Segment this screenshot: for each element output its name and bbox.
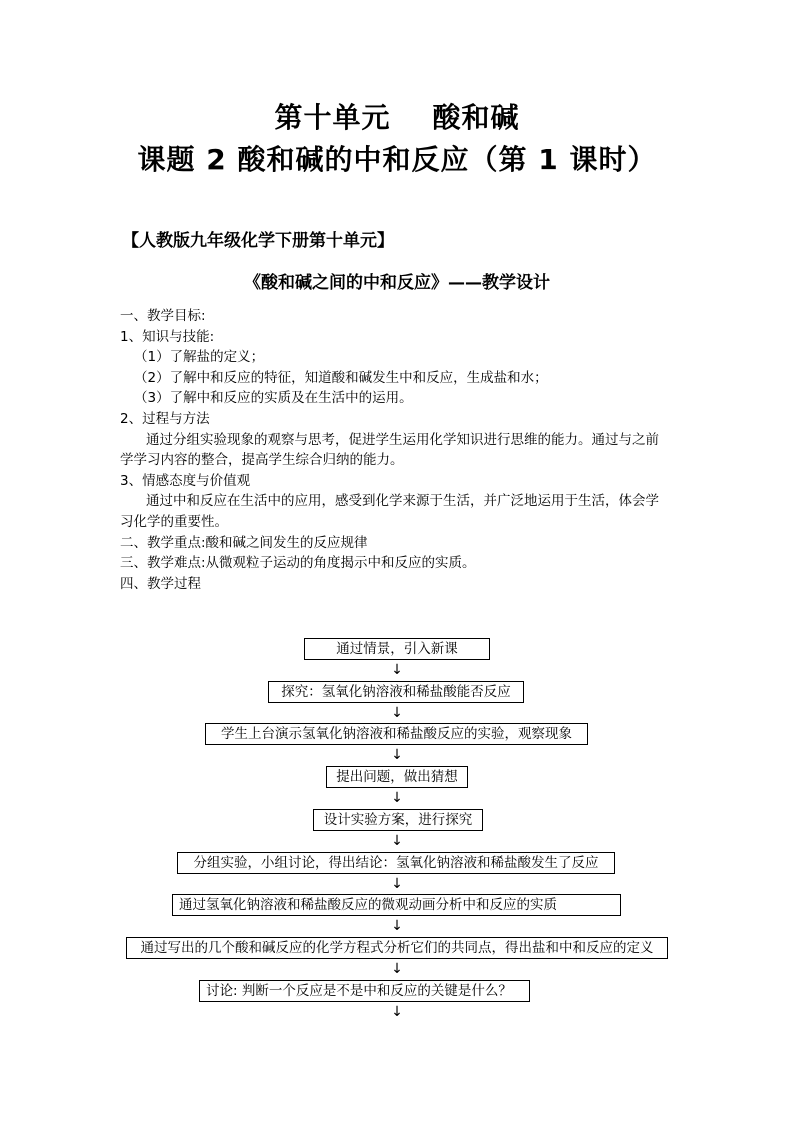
- flow-step: 通过氢氧化钠溶液和稀盐酸反应的微观动画分析中和反应的实质: [172, 894, 621, 916]
- flow-step: 讨论: 判断一个反应是不是中和反应的关键是什么？: [199, 980, 530, 1002]
- section-heading: 二、教学重点:酸和碱之间发生的反应规律: [120, 534, 368, 551]
- arrow-down-icon: ↓: [391, 662, 403, 678]
- arrow-down-icon: ↓: [391, 790, 403, 806]
- flow-step: 学生上台演示氢氧化钠溶液和稀盐酸反应的实验，观察现象: [205, 723, 588, 745]
- objective-item: （3）了解中和反应的实质及在生活中的运用。: [134, 390, 413, 407]
- objective-item: （1）了解盐的定义；: [134, 349, 265, 366]
- paragraph-line: 通过分组实验现象的观察与思考，促进学生运用化学知识进行思维的能力。通过与之前: [146, 431, 659, 448]
- flow-step: 提出问题，做出猜想: [326, 766, 468, 788]
- flow-step: 探究：氢氧化钠溶液和稀盐酸能否反应: [268, 681, 524, 703]
- arrow-down-icon: ↓: [391, 1004, 403, 1020]
- subsection-heading: 1、知识与技能:: [120, 328, 215, 345]
- arrow-down-icon: ↓: [391, 833, 403, 849]
- subsection-heading: 2、过程与方法: [120, 410, 210, 427]
- arrow-down-icon: ↓: [391, 705, 403, 721]
- paragraph-line: 通过中和反应在生活中的应用，感受到化学来源于生活，并广泛地运用于生活，体会学: [146, 493, 659, 510]
- objective-item: （2）了解中和反应的特征，知道酸和碱发生中和反应，生成盐和水；: [134, 369, 548, 386]
- textbook-tag: 【人教版九年级化学下册第十单元】: [122, 231, 394, 251]
- unit-number: 第十单元: [274, 101, 391, 134]
- arrow-down-icon: ↓: [391, 876, 403, 892]
- subsection-heading: 3、情感态度与价值观: [120, 472, 251, 489]
- section-heading: 三、教学难点:从微观粒子运动的角度揭示中和反应的实质。: [120, 555, 476, 572]
- arrow-down-icon: ↓: [391, 961, 403, 977]
- flow-step: 通过写出的几个酸和碱反应的化学方程式分析它们的共同点，得出盐和中和反应的定义: [126, 937, 668, 959]
- unit-name: 酸和碱: [432, 101, 520, 134]
- arrow-down-icon: ↓: [391, 918, 403, 934]
- section-heading: 四、教学过程: [120, 575, 201, 592]
- section-heading: 一、教学目标:: [120, 308, 206, 324]
- flow-step: 通过情景，引入新课: [304, 638, 490, 660]
- paragraph-line: 习化学的重要性。: [120, 513, 228, 530]
- paragraph-line: 学学习内容的整合，提高学生综合归纳的能力。: [120, 452, 404, 469]
- lesson-title: 课题 2 酸和碱的中和反应（第 1 课时）: [137, 143, 657, 176]
- arrow-down-icon: ↓: [391, 747, 403, 763]
- design-subtitle: 《酸和碱之间的中和反应》——教学设计: [244, 273, 550, 293]
- flow-step: 设计实验方案，进行探究: [313, 809, 483, 831]
- flow-step: 分组实验，小组讨论，得出结论：氢氧化钠溶液和稀盐酸发生了反应: [177, 852, 615, 874]
